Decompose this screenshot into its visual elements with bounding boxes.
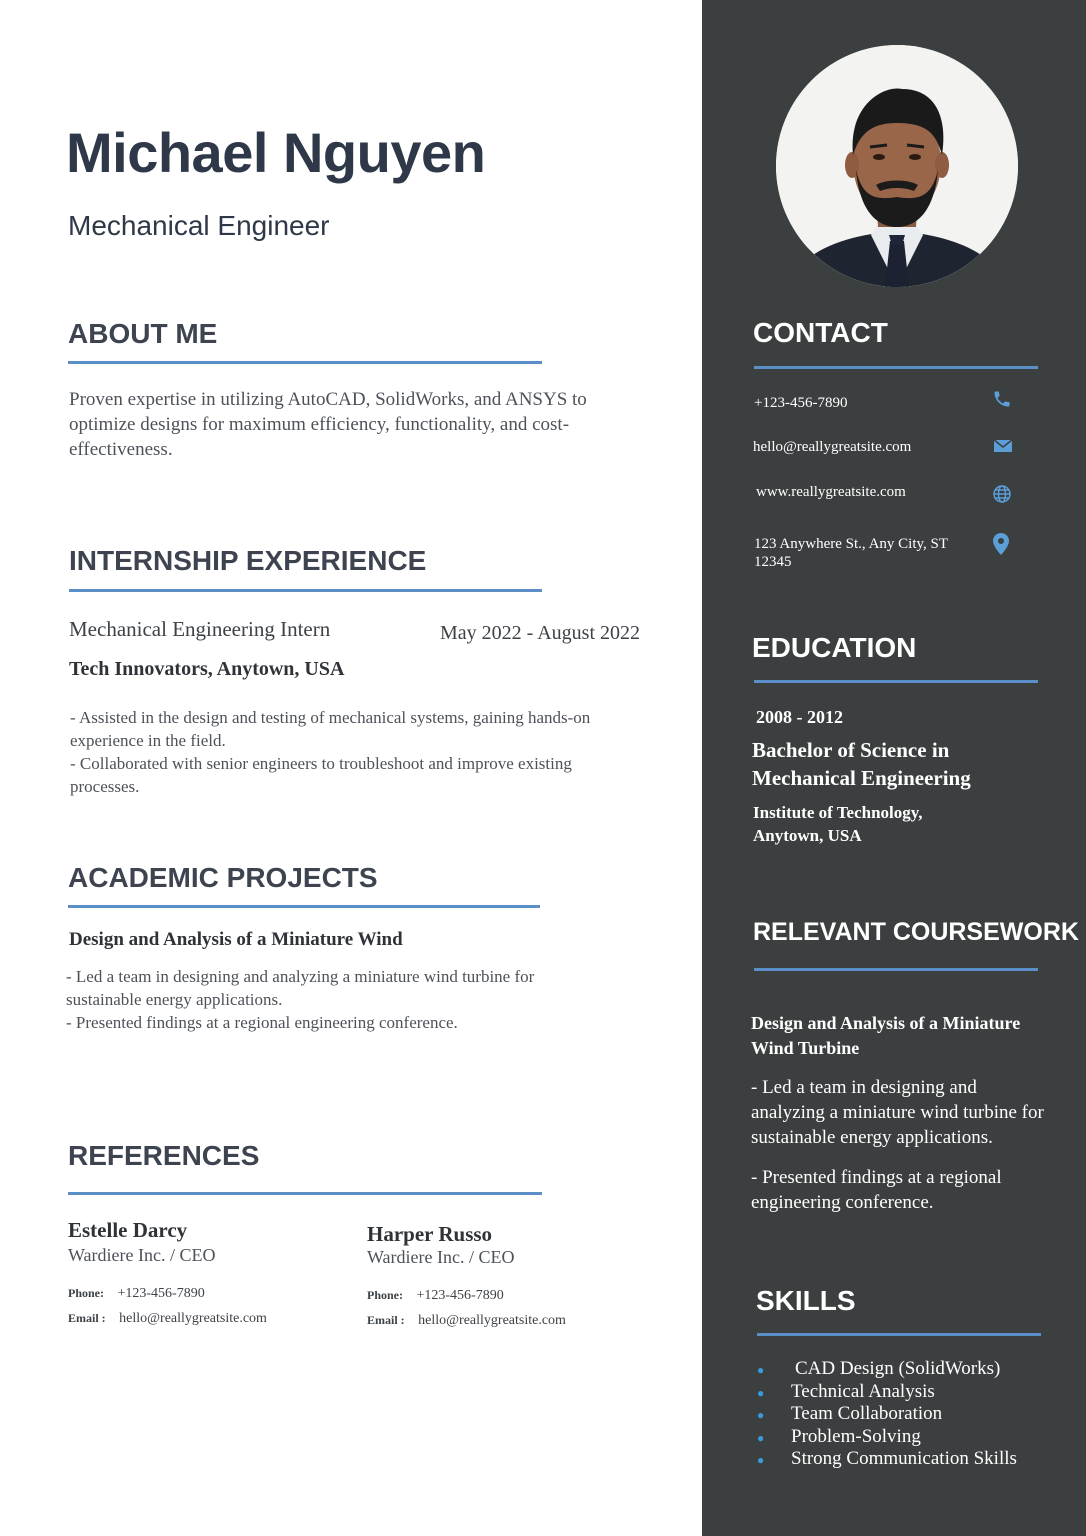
phone-label: Phone: (367, 1288, 403, 1302)
bullet-icon: ● (757, 1385, 765, 1400)
reference-phone: +123-456-7890 (117, 1286, 205, 1301)
address-line: 12345 (754, 554, 792, 570)
address-line: 123 Anywhere St., Any City, ST (754, 536, 949, 552)
about-line: effectiveness. (69, 439, 173, 460)
coursework-heading: RELEVANT COURSEWORK (753, 918, 1079, 946)
degree-line: Bachelor of Science in (752, 738, 950, 762)
education-heading: EDUCATION (752, 632, 917, 663)
reference-email-row (68, 1311, 348, 1327)
projects-divider (68, 905, 540, 908)
internship-position: Mechanical Engineering Intern (69, 617, 331, 641)
coursework-title-line: Design and Analysis of a Miniature (751, 1013, 1021, 1033)
bullet-icon: ● (757, 1430, 765, 1445)
internship-divider (69, 589, 542, 592)
email-label: Email : (367, 1313, 405, 1327)
project-title: Design and Analysis of a Miniature Wind (69, 929, 403, 950)
coursework-divider (754, 968, 1038, 971)
contact-website: www.reallygreatsite.com (756, 484, 906, 500)
profile-photo (776, 45, 1018, 287)
projects-heading: ACADEMIC PROJECTS (68, 862, 378, 893)
coursework-line: - Led a team in designing and (751, 1077, 977, 1098)
skill-label: Technical Analysis (791, 1380, 935, 1402)
coursework-para (751, 1075, 1044, 1150)
bullet-icon: ● (757, 1408, 765, 1422)
education-degree (752, 736, 971, 792)
about-divider (68, 361, 542, 364)
education-years: 2008 - 2012 (756, 707, 843, 727)
coursework-title-line: Wind Turbine (751, 1038, 860, 1058)
skill-label: CAD Design (SolidWorks) (795, 1358, 1001, 1379)
about-line: Proven expertise in utilizing AutoCAD, SolidWorks, and ANSYS to (69, 389, 587, 410)
reference-name: Harper Russo (367, 1222, 493, 1246)
coursework-para (751, 1165, 1002, 1215)
degree-line: Mechanical Engineering (752, 766, 971, 790)
skill-item (757, 1426, 1057, 1449)
project-details (66, 965, 666, 1034)
references-heading: REFERENCES (68, 1140, 260, 1171)
reference-email: hello@reallygreatsite.com (418, 1313, 566, 1328)
contact-address (754, 535, 974, 571)
reference-phone-row (367, 1288, 667, 1304)
school-line: Institute of Technology, (753, 803, 923, 822)
contact-heading: CONTACT (753, 317, 888, 348)
phone-label: Phone: (68, 1286, 104, 1300)
internship-line: - Collaborated with senior engineers to troubleshoot and improve existing (70, 754, 572, 773)
about-heading: ABOUT ME (68, 318, 218, 349)
envelope-icon (993, 437, 1013, 460)
coursework-title (751, 1011, 1020, 1061)
skill-item (757, 1403, 1057, 1426)
project-line: - Presented findings at a regional engineering conference. (66, 1013, 458, 1032)
skill-label: Team Collaboration (791, 1403, 943, 1424)
bullet-icon: ● (757, 1453, 765, 1467)
email-label: Email : (68, 1311, 106, 1325)
skill-label: Problem-Solving (791, 1425, 921, 1447)
resume-name: Michael Nguyen (66, 121, 486, 184)
resume-title: Mechanical Engineer (68, 210, 330, 241)
bullet-icon: ● (757, 1363, 765, 1377)
skill-item (757, 1358, 1057, 1381)
internship-company: Tech Innovators, Anytown, USA (69, 658, 345, 680)
reference-card (367, 1222, 667, 1329)
coursework-line: - Presented findings at a regional (751, 1167, 1002, 1188)
phone-icon (992, 389, 1012, 414)
reference-phone: +123-456-7890 (416, 1288, 504, 1303)
reference-email: hello@reallygreatsite.com (119, 1311, 267, 1326)
contact-phone: +123-456-7890 (754, 395, 848, 411)
references-divider (68, 1192, 542, 1195)
internship-line: - Assisted in the design and testing of mechanical systems, gaining hands-on (70, 708, 591, 727)
reference-org: Wardiere Inc. / CEO (68, 1245, 216, 1265)
internship-dates: May 2022 - August 2022 (440, 622, 640, 644)
skills-heading: SKILLS (756, 1285, 856, 1316)
school-line: Anytown, USA (753, 826, 862, 845)
coursework-line: engineering conference. (751, 1192, 934, 1213)
reference-card (68, 1218, 348, 1327)
internship-line: processes. (70, 777, 140, 796)
project-line: - Led a team in designing and analyzing a miniature wind turbine for (66, 967, 535, 986)
internship-line: experience in the field. (70, 731, 226, 750)
skill-label: Strong Communication Skills (791, 1448, 1017, 1469)
reference-org: Wardiere Inc. / CEO (367, 1247, 515, 1267)
internship-heading: INTERNSHIP EXPERIENCE (69, 545, 427, 576)
education-school (753, 801, 923, 847)
skills-list (757, 1358, 1057, 1471)
reference-name: Estelle Darcy (68, 1218, 188, 1242)
reference-phone-row (68, 1286, 348, 1302)
education-divider (754, 680, 1038, 683)
contact-divider (754, 366, 1038, 369)
globe-icon (992, 484, 1012, 509)
about-text (69, 387, 669, 462)
portrait-illustration (776, 45, 1018, 287)
location-pin-icon (993, 533, 1009, 560)
reference-email-row (367, 1313, 667, 1329)
coursework-line: analyzing a miniature wind turbine for (751, 1102, 1044, 1123)
contact-email: hello@reallygreatsite.com (753, 439, 912, 455)
skills-divider (757, 1333, 1041, 1336)
project-line: sustainable energy applications. (66, 990, 283, 1009)
skill-item (757, 1381, 1057, 1404)
about-line: optimize designs for maximum efficiency, functionality, and cost- (69, 414, 570, 435)
skill-item (757, 1448, 1057, 1471)
coursework-line: sustainable energy applications. (751, 1127, 993, 1148)
internship-details (70, 706, 670, 798)
